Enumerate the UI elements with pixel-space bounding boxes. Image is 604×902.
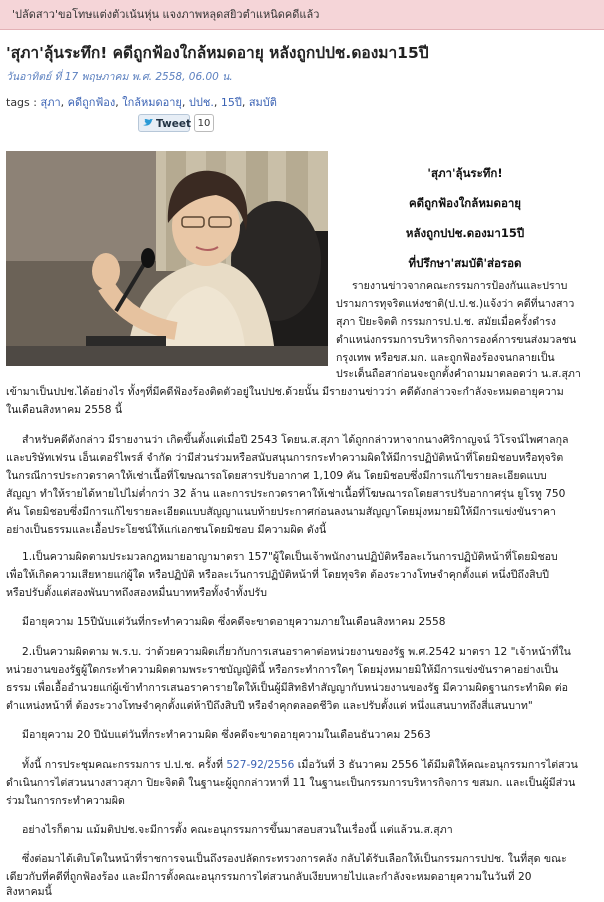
body-line [22, 757, 578, 775]
body-line: ซึ่งต่อมาได้เติบโตในหน้าที่ราชการจนเป็นถึงรองปลัดกระทรวงการคลัง กลับได้รับเลือกให้เป็นกรรมการปปช. ในที่สุด ขณะ [22, 853, 567, 865]
tag-link[interactable]: สุภา [40, 96, 61, 109]
body-line: ธรรม เพื่อเอื้ออำนวยแก่ผู้เข้าทำการเสนอราคารายใดให้เป็นผู้มีสิทธิทำสัญญากับหน่วยงานของรัฐ มีความผิดฐานกระทำผิด ต่อ [6, 682, 569, 694]
body-line: เข้ามาเป็นปปช.ได้อย่างไร ทั้งๆที่มีคดีฟ้องร้องติดตัวอยู่ในปปช.ด้วยนั้น มีรายงานข่าวว่า คดีดังกล่าวจะกำลังจะหมดอายุความ [6, 386, 564, 398]
summary-line: คดีถูกฟ้องใกล้หมดอายุ [408, 196, 522, 210]
summary-line: หลังถูกปปช.ดองมา15ปี [405, 226, 525, 240]
body-line: และบริษัทเฟรน เอ็นเตอร์ไพรส์ จำกัด ว่ามีส่วนร่วมหรือสนับสนุนการกระทำความผิดให้มีการปฏิบัติหน้าที่โดยมิชอบหรือทุจริต [6, 452, 564, 464]
article-photo [6, 151, 328, 366]
body-line: สำหรับคดีดังกล่าว มีรายงานว่า เกิดขึ้นตั้งแต่เมื่อปี 2543 โดยน.ส.สุภา ได้ถูกกล่าวหาจากนางศิริกาญจน์ วิโรจน์ไพศาลกุล [22, 434, 569, 446]
body-line: 1.เป็นความผิดตามประมวลกฎหมายอาญามาตรา 157"ผู้ใดเป็นเจ้าพนักงานปฏิบัติหรือละเว้นการปฏิบัติหน้าที่โดยมิชอบ [22, 551, 558, 563]
summary-line: 'สุภา'ลุ้นระทึก! [427, 166, 503, 180]
body-line: ร่วมในการกระทำความผิด [6, 795, 125, 807]
body-line: ตำแหน่งหน้าที่ ต้องระวางโทษจำคุกตั้งแต่ห้าปีถึงสิบปี หรือจำคุกตลอดชีวิต และปรับตั้งแต่ หนึ่งแสนบาทถึงสี่แสนบาท" [6, 700, 533, 712]
twitter-bird-icon [143, 119, 153, 127]
tweet-label: Tweet [156, 118, 191, 130]
tag-list: tags : สุภา, คดีถูกฟ้อง, ใกล้หมดอายุ, ปปช., 15ปี, สมบัติ [6, 96, 277, 109]
body-line: มีอายุความ 15ปีนับแต่วันที่กระทำความผิด ซึ่งคดีจะขาดอายุความภายในเดือนสิงหาคม 2558 [22, 616, 446, 628]
tag-link[interactable]: สมบัติ [248, 96, 277, 109]
body-line: สุภา ปิยะจิตติ กรรมการป.ป.ช. สมัยเมื่อครั้งดำรง [336, 316, 556, 328]
body-line: เดียวกับที่คดีที่ถูกฟ้องร้อง และมีการตั้งคณะอนุกรรมการไต่สวนกลับเงียบหายไปและกำลังจะหมดอายุความในวันที่ 20 [6, 871, 532, 883]
body-text: เมื่อวันที่ 3 ธันวาคม 2556 ได้มีมติให้คณะอนุกรรมการไต่สวน [294, 759, 578, 771]
body-text: ทั้งนี้ การประชุมคณะกรรมการ ป.ป.ช. ครั้งที่ [22, 759, 227, 771]
body-line: อย่างไรก็ตาม แม้มติปปช.จะมีการตั้ง คณะอนุกรรมการขึ้นมาสอบสวนในเรื่องนี้ แต่แล้วน.ส.สุภา [22, 824, 453, 836]
tweet-count: 10 [194, 114, 214, 132]
body-line: มีอายุความ 20 ปีนับแต่วันที่กระทำความผิด ซึ่งคดีจะขาดอายุความในเดือนธันวาคม 2563 [22, 729, 431, 741]
page-title: 'สุภา'ลุ้นระทึก! คดีถูกฟ้องใกล้หมดอายุ หลังถูกปปช.ดองมา15ปี [6, 44, 429, 62]
top-banner-link[interactable]: 'ปลัดสาว'ขอโทษแต่งตัวเน้นหุ่น แจงภาพหลุดสยิวตำแหนิดคดีแล้ว [0, 0, 604, 30]
body-line: สิงหาคมนี้ [6, 886, 52, 898]
tag-link[interactable]: ใกล้หมดอายุ [122, 96, 182, 109]
tags-label: tags : [6, 96, 37, 109]
publish-date: วันอาทิตย์ ที่ 17 พฤษภาคม พ.ศ. 2558, 06.00 น. [6, 71, 233, 83]
body-line: คัน โดยมิชอบซึ่งมีการแก้ไขรายละเอียดแบบสัญญาแนบท้ายประกาศก่อนลงนามสัญญาโดยมุ่งหมายมิให้มีการแข่งขันราคา [6, 506, 556, 518]
body-line: เพื่อให้เกิดความเสียหายแก่ผู้ใด หรือปฏิบัติ หรือละเว้นการปฏิบัติหน้าที่ โดยทุจริต ต้องระวางโทษจำคุกตั้งแต่ หนึ่งปีถึงสิบปี [6, 569, 550, 581]
tag-link[interactable]: ปปช. [188, 96, 214, 109]
body-line: ประเด็นถือสาก่อนจะถูกตั้งคำถามมาตลอดว่า น.ส.สุภา [336, 368, 581, 380]
article-summary [392, 158, 538, 278]
body-line: อย่างเป็นธรรมและเอื้อประโยชน์ให้แก่เอกชนโดยมิชอบ มีความผิด ดังนี้ [6, 524, 327, 536]
body-line: ในกรณีการประกวดราคาให้เช่าเนื้อที่โฆษณารถโดยสารปรับอากาศ 1,109 คัน โดยมิชอบซึ่งมีการแก้ไขรายละเอียดแบบ [6, 470, 547, 482]
body-line: ตำแหน่งกรรมการบริหารกิจการองค์การขนส่งมวลชน [336, 334, 577, 346]
body-line: สัญญา ทำให้รายได้หายไปไม่ต่ำกว่า 32 ล้าน และการประกวดราคาให้เช่าเนื้อที่โฆษณารถโดยสารปรับอากาศรุ่น ยูโรทู 750 [6, 488, 566, 500]
body-line: ปรามการทุจริตแห่งชาติ(ป.ป.ช.)แจ้งว่า คดีที่นางสาว [336, 298, 575, 310]
body-line: ในเดือนสิงหาคม 2558 นี้ [6, 404, 123, 416]
resolution-number-link[interactable]: 527-92/2556 [226, 759, 295, 771]
tag-link[interactable]: คดีถูกฟ้อง [67, 96, 116, 109]
body-line: รายงานข่าวจากคณะกรรมการป้องกันและปราบ [352, 280, 568, 292]
tweet-button[interactable] [138, 114, 190, 132]
summary-line: ที่ปรึกษา'สมบัติ'ส่อรอด [408, 256, 522, 270]
body-line: หรือปรับตั้งแต่สองพันบาทถึงสองหมื่นบาทหรือทั้งจำทั้งปรับ [6, 587, 267, 599]
body-line: ดำเนินการไต่สวนนางสาวสุภา ปิยะจิตติ ในฐานะผู้ถูกกล่าวหาที่ 11 ในฐานะเป็นกรรมการบริหารกิจการ ขสมก. และเป็นผู้มีส่วน [6, 777, 576, 789]
body-line: 2.เป็นความผิดตาม พ.ร.บ. ว่าด้วยความผิดเกี่ยวกับการเสนอราคาต่อหน่วยงานของรัฐ พ.ศ.2542 มาตรา 12 "เจ้าหน้าที่ใน [22, 646, 571, 658]
body-line: กรุงเทพ หรือขส.มก. และถูกฟ้องร้องจนกลายเป็น [336, 352, 555, 364]
tag-link[interactable]: 15ปี [220, 96, 242, 109]
body-line: หน่วยงานของรัฐผู้ใดกระทำความผิดตามพระราชบัญญัตินี้ หรือกระทำการใดๆ โดยมุ่งหมายมิให้มีการแข่งขันราคาอย่างเป็น [6, 664, 559, 676]
